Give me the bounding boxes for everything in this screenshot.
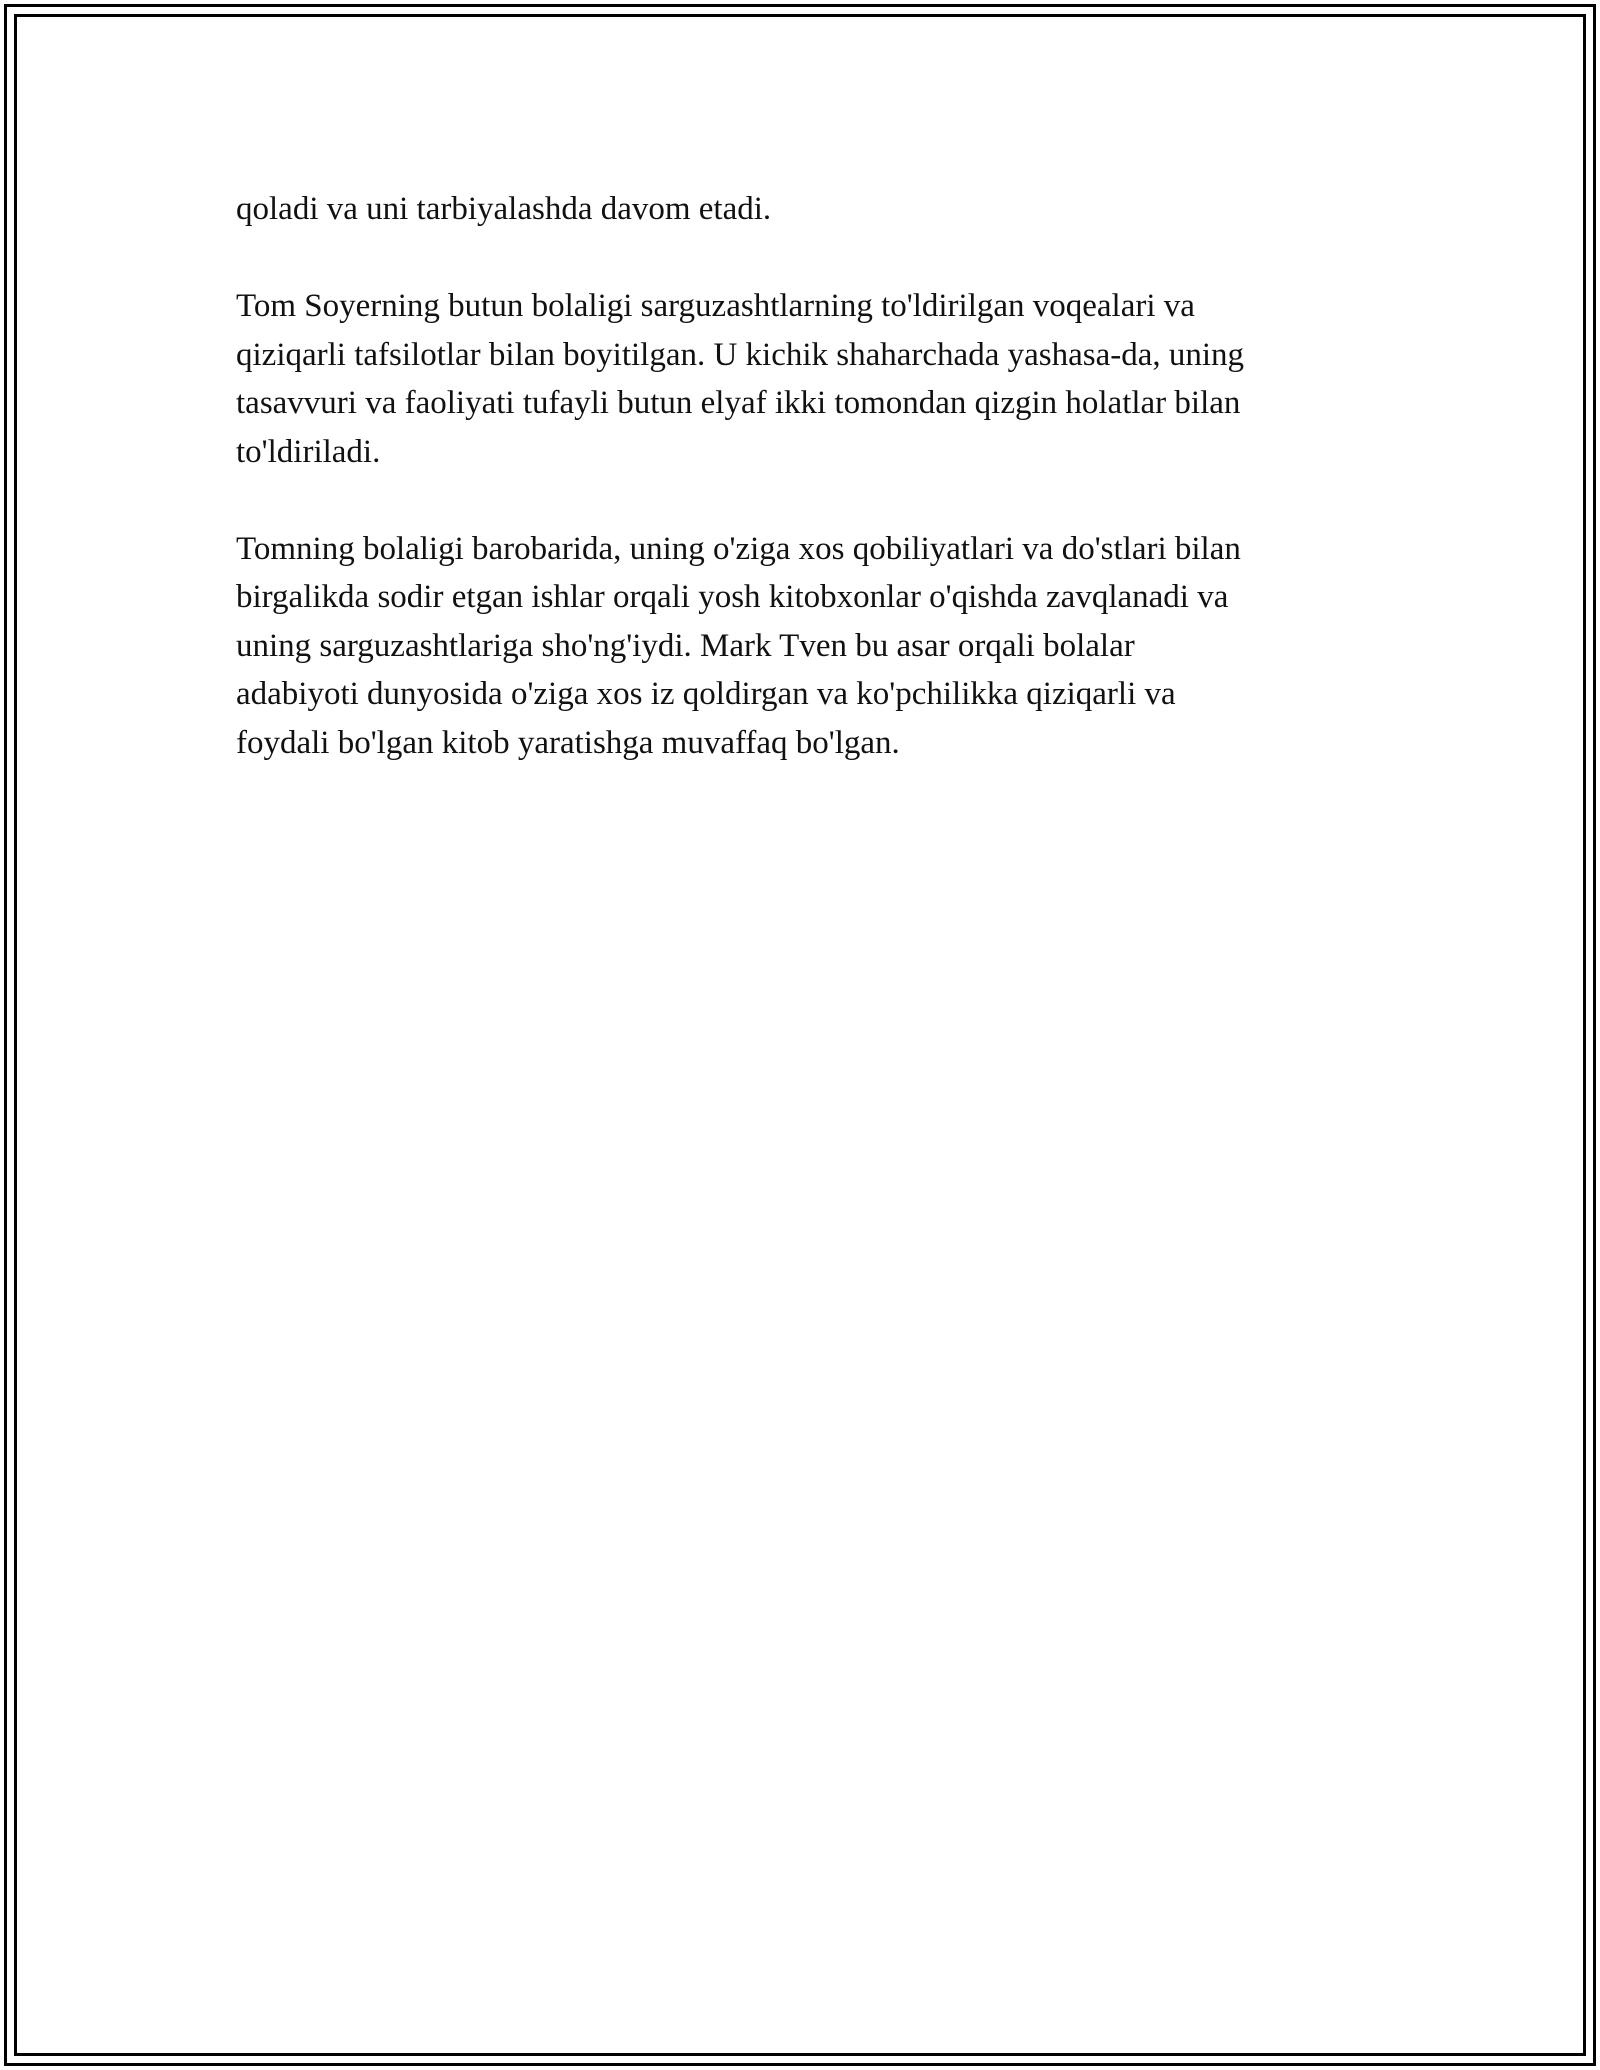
document-body xyxy=(236,185,1386,767)
paragraph-1: qoladi va uni tarbiyalashda davom etadi. xyxy=(236,191,772,227)
paragraph-2: Tom Soyerning butun bolaligi sarguzashtlarning to'ldirilgan voqealari va qiziqarli tafsilotlar bilan boyitilgan. U kichik shaharchada yashasa-da, uning tasavvuri va faoliyati tufayli butun elyaf ikki tomondan qizgin holatlar bilan to'ldiriladi. xyxy=(236,288,1245,470)
paragraph-3: Tomning bolaligi barobarida, uning o'ziga xos qobiliyatlari va do'stlari bilan birgalikda sodir etgan ishlar orqali yosh kitobxonlar o'qishda zavqlanadi va uning sarguzashtlariga sho'ng'iydi. Mark Tven bu asar orqali bolalar adabiyoti dunyosida o'ziga xos iz qoldirgan va ko'pchilikka qiziqarli va foydali bo'lgan kitob yaratishga muvaffaq bo'lgan. xyxy=(236,530,1241,761)
